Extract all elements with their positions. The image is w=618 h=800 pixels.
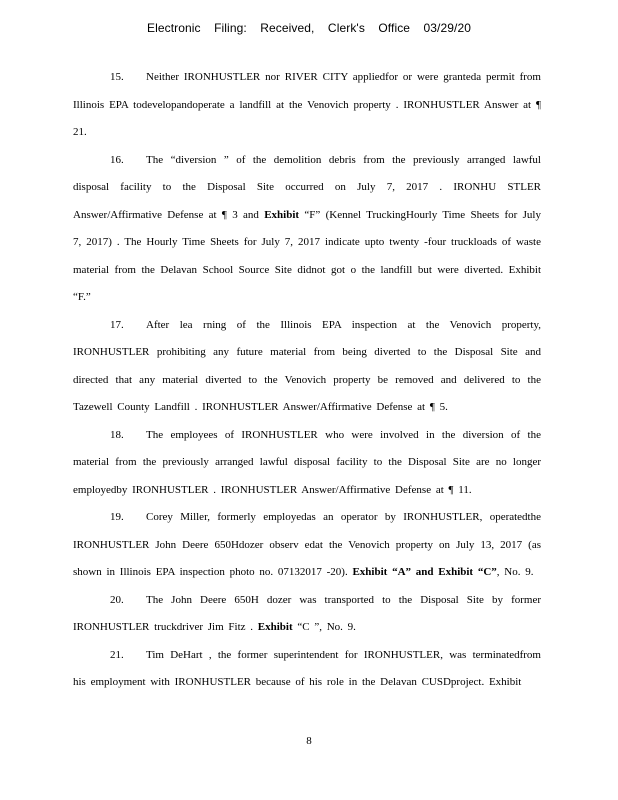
paragraph-text: “C ”, No. 9. xyxy=(292,621,356,633)
paragraph-number: 21. xyxy=(110,648,124,661)
paragraph-text: The employees of IRONHUSTLER who were involved in the diversion of the material from the previously arranged lawful disposal facility to the Disposal Site are no longer employedby IRONHUSTLER . IRONHUSTLER Answer/Affirmative Defense at ¶ 11. xyxy=(73,428,541,496)
numbered-paragraph xyxy=(73,64,541,147)
numbered-paragraph xyxy=(73,422,541,505)
exhibit-reference: Exhibit xyxy=(264,208,300,221)
paragraph-text: Tim DeHart , the former superintendent for IRONHUSTLER, was terminatedfrom his employment with IRONHUSTLER because of his role in the Delavan CUSDproject. Exhibit xyxy=(73,648,541,688)
paragraph-list xyxy=(73,64,541,697)
paragraph-number: 16. xyxy=(110,153,124,166)
paragraph-number: 20. xyxy=(110,593,124,606)
numbered-paragraph xyxy=(73,312,541,422)
paragraph-text: The “diversion ” of the demolition debris from the previously arranged lawful disposal facility to the Disposal Site occurred on July 7, 2017 . IRONHU STLER Answer/Affirmative Defense at ¶ 3 and xyxy=(73,153,541,221)
page-number: 8 xyxy=(306,735,312,747)
exhibit-reference: Exhibit xyxy=(257,621,293,633)
paragraph-number: 18. xyxy=(110,428,124,441)
numbered-paragraph xyxy=(73,642,541,697)
filing-stamp-header: Electronic Filing: Received, Clerk's Office 03/29/20 xyxy=(146,21,472,35)
paragraph-text: After lea rning of the Illinois EPA inspection at the Venovich property, IRONHUSTLER prohibiting any future material from being diverted to the Disposal Site and directed that any material diverted to the Venovich property be removed and delivered to the Tazewell County Landfill . IRONHUSTLER Answer/Affirmative Defense at ¶ 5. xyxy=(73,318,541,413)
numbered-paragraph xyxy=(73,587,541,642)
paragraph-text: , No. 9. xyxy=(496,566,534,578)
document-body xyxy=(73,64,541,697)
paragraph-text: “F” (Kennel TruckingHourly Time Sheets for July 7, 2017) . The Hourly Time Sheets for July 7, 2017 indicate upto twenty -four truckloads of waste material from the Delavan School Source Site didnot got o the landfill but were diverted. Exhibit “F.” xyxy=(73,208,541,303)
paragraph-number: 19. xyxy=(110,511,124,523)
paragraph-text: Corey Miller, formerly employedas an operator by IRONHUSTLER, operatedthe IRONHUSTLER John Deere 650Hdozer observ edat the Venovich property on July 13, 2017 (as shown in Illinois EPA inspection photo no. 07132017 -20). xyxy=(73,511,541,578)
paragraph-number: 15. xyxy=(110,71,124,83)
paragraph-number: 17. xyxy=(110,318,124,331)
exhibit-reference: Exhibit “A” and Exhibit “C” xyxy=(352,566,497,578)
paragraph-text: The John Deere 650H dozer was transported to the Disposal Site by former IRONHUSTLER truckdriver Jim Fitz . xyxy=(73,593,541,633)
numbered-paragraph xyxy=(73,504,541,587)
paragraph-text: Neither IRONHUSTLER nor RIVER CITY appliedfor or were granteda permit from Illinois EPA todevelopandoperate a landfill at the Venovich property . IRONHUSTLER Answer at ¶ 21. xyxy=(73,71,541,138)
numbered-paragraph xyxy=(73,147,541,312)
